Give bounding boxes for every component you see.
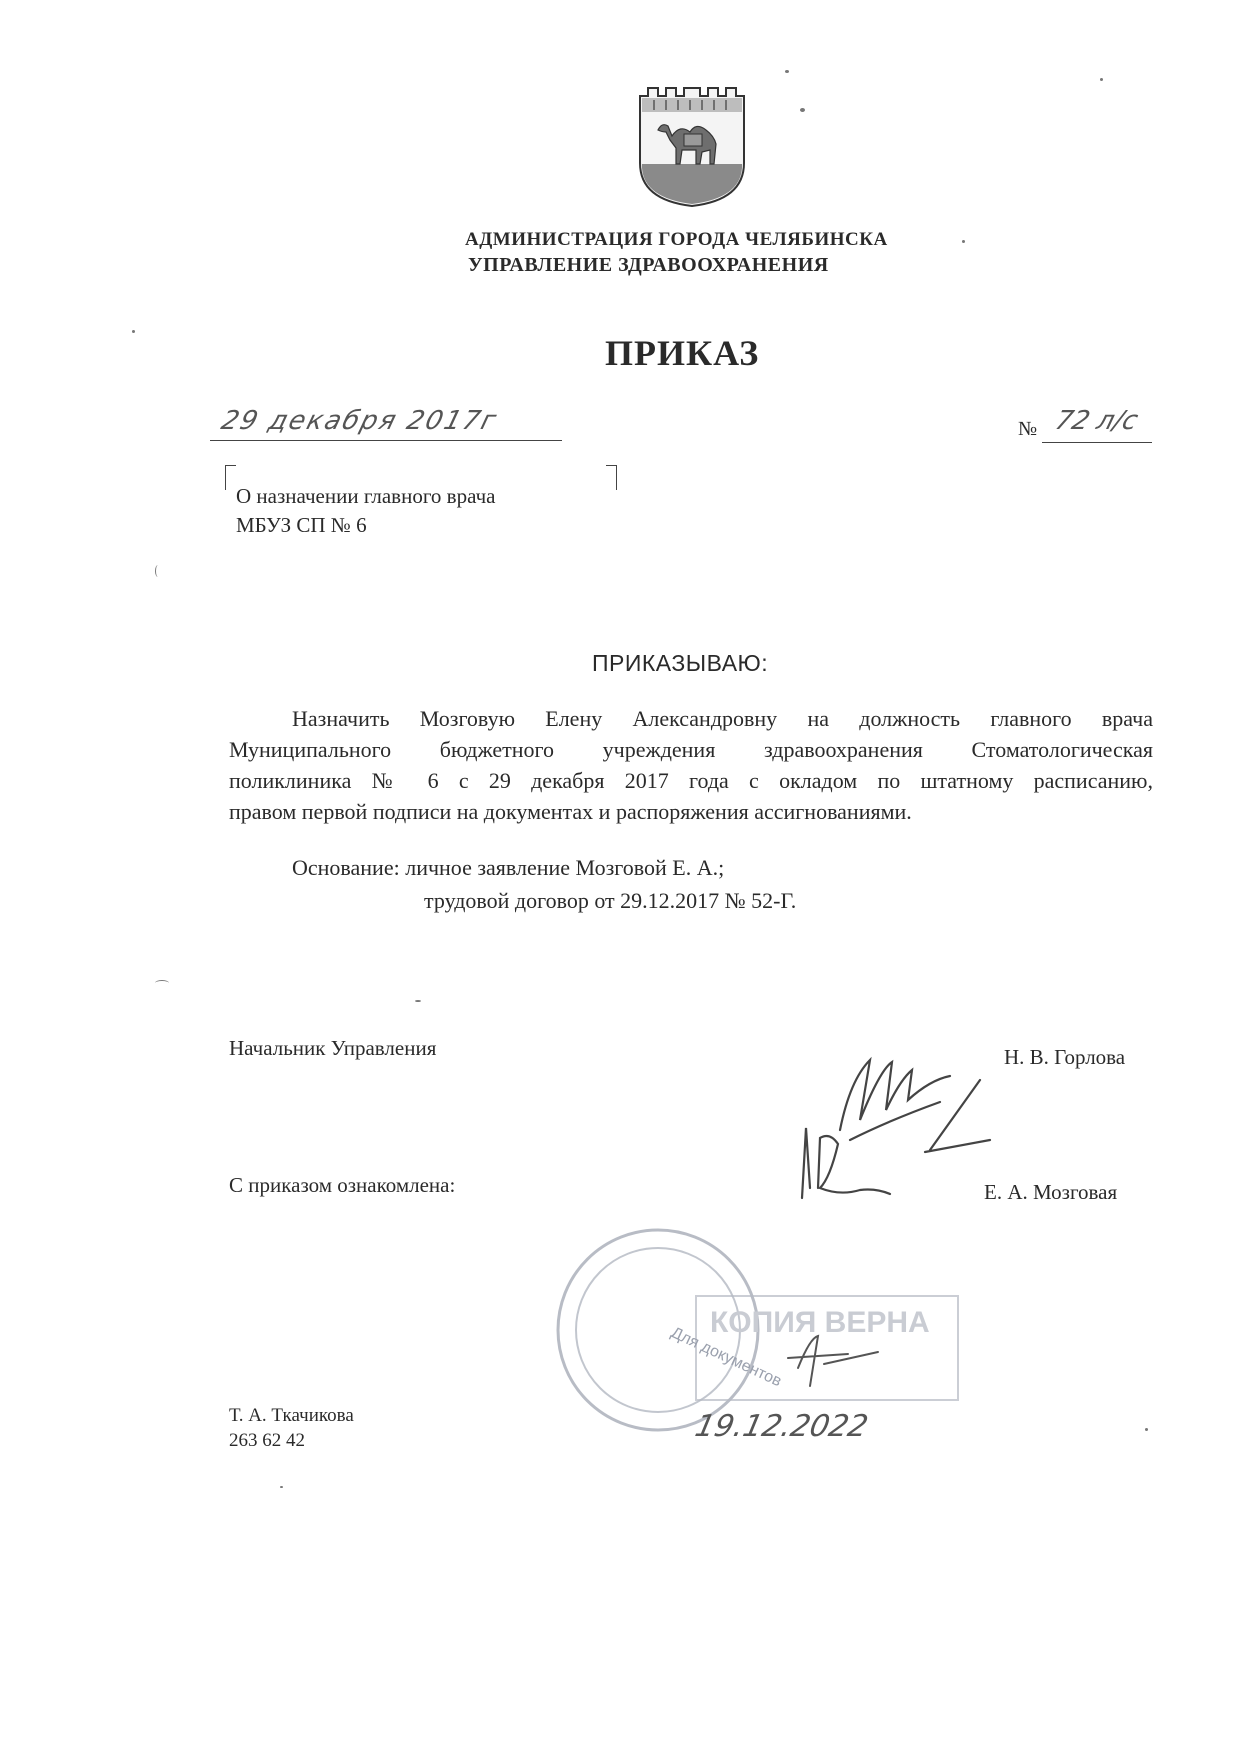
basis-line-1: Основание: личное заявление Мозговой Е. А.; xyxy=(292,855,725,880)
body-line: правом первой подписи на документах и распоряжения ассигнованиями. xyxy=(229,799,912,824)
executor-name: Т. А. Ткачикова xyxy=(229,1405,354,1426)
scan-speck xyxy=(785,70,789,73)
scan-speck xyxy=(800,108,805,112)
date-underline xyxy=(210,440,562,441)
document-title: ПРИКАЗ xyxy=(605,333,760,373)
number-underline xyxy=(1042,442,1152,443)
scan-speck xyxy=(155,980,169,986)
scan-speck xyxy=(132,330,135,333)
stamp-handwritten-date: 19.12.2022 xyxy=(691,1409,872,1444)
order-word: ПРИКАЗЫВАЮ: xyxy=(592,650,769,676)
basis-line-2: трудовой договор от 29.12.2017 № 52-Г. xyxy=(424,888,797,913)
stamp-rect-text: КОПИЯ ВЕРНА xyxy=(710,1306,930,1339)
subject-line-2: МБУЗ СП № 6 xyxy=(236,513,367,537)
subject-line-1: О назначении главного врача xyxy=(236,484,496,508)
scan-speck xyxy=(962,240,965,243)
acknowledgement-name: Е. А. Мозговая xyxy=(984,1180,1118,1204)
executor-phone: 263 62 42 xyxy=(229,1430,305,1451)
org-name-line-2: УПРАВЛЕНИЕ ЗДРАВООХРАНЕНИЯ xyxy=(468,254,829,276)
head-name: Н. В. Горлова xyxy=(1004,1045,1126,1069)
head-position-label: Начальник Управления xyxy=(229,1036,437,1060)
scan-speck xyxy=(1100,78,1103,81)
handwritten-date: 29 декабря 2017г xyxy=(217,406,502,436)
acknowledgement-label: С приказом ознакомлена: xyxy=(229,1173,456,1197)
chelyabinsk-coat-of-arms-icon xyxy=(636,78,748,208)
copy-stamp xyxy=(548,1218,968,1448)
stamp-round-text: Для документов xyxy=(668,1324,785,1391)
org-name-line-1: АДМИНИСТРАЦИЯ ГОРОДА ЧЕЛЯБИНСКА xyxy=(465,229,888,250)
scan-speck xyxy=(1145,1428,1148,1431)
body-line: Назначить Мозговую Елену Александровну на должность главного врача xyxy=(292,706,1153,731)
body-line: Муниципального бюджетного учреждения здравоохранения Стоматологическая xyxy=(229,737,1153,762)
subject-bracket-left xyxy=(225,465,236,490)
body-line: поликлиника № 6 с 29 декабря 2017 года с окладом по штатному расписанию, xyxy=(229,768,1153,793)
scan-speck xyxy=(155,565,161,577)
acknowledgement-signature-icon xyxy=(790,1118,900,1208)
subject-bracket-right xyxy=(606,465,617,490)
scan-speck xyxy=(280,1486,283,1488)
handwritten-number: 72 л/с xyxy=(1051,406,1142,436)
number-mark: № xyxy=(1018,418,1038,440)
scan-speck xyxy=(415,1000,421,1002)
